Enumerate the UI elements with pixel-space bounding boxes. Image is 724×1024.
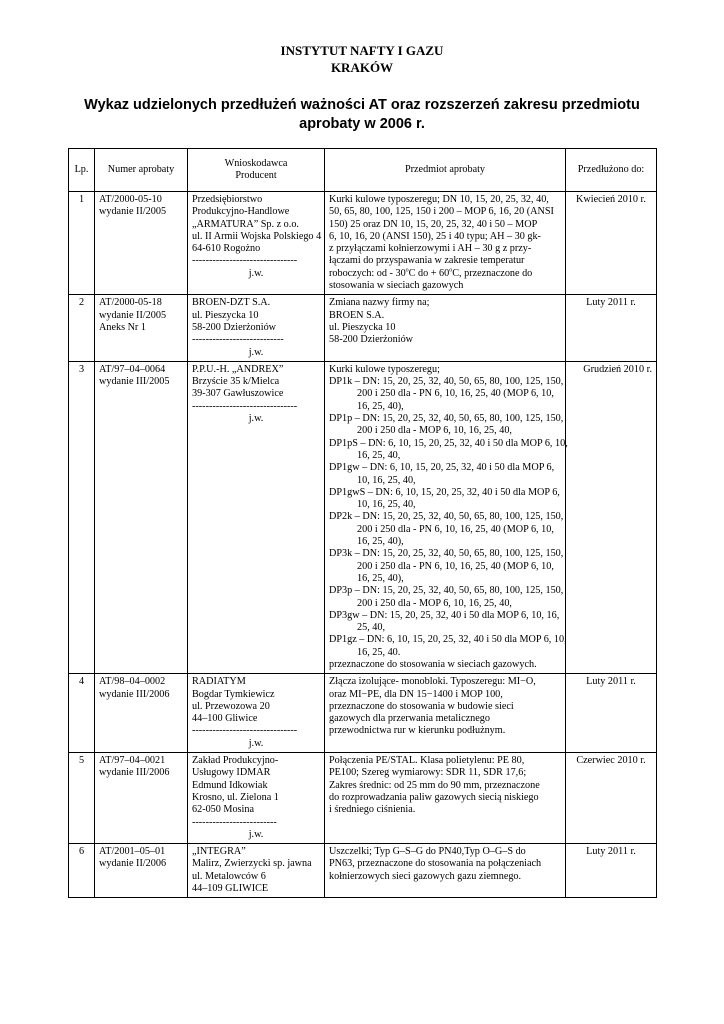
row-number [95,295,188,361]
row-applicant-line: Usługowy IDMAR [192,767,271,779]
valve-type-line: DP2k – DN: 15, 20, 25, 32, 40, 50, 65, 80, 100, 125, 150, [329,511,564,523]
col-header-applicant [188,149,325,192]
document-title-line-1: Wykaz udzielonych przedłużeń ważności AT oraz rozszerzeń zakresu przedmiotu [84,97,640,113]
row-applicant-line: Przedsiębiorstwo [192,194,263,205]
row-subject-line: 150) 25 oraz DN 10, 15, 20, 25, 32, 40 i 50 – MOP [329,218,538,230]
row-applicant-separator: ------------------------------- [192,255,298,267]
row-subject-line: przeznaczone do stosowania w budowie sieci [329,700,514,712]
row-applicant-line: „INTEGRA” [192,846,246,858]
valve-type-item [329,548,564,585]
row-subject [325,753,566,844]
row-applicant-line: Bogdar Tymkiewicz [192,688,275,700]
valve-type-item [329,376,564,413]
valve-type-line: DP1p – DN: 15, 20, 25, 32, 40, 50, 65, 80, 100, 125, 150, [329,413,564,425]
row-number-line: wydanie III/2006 [99,688,170,700]
valve-type-line: DP3k – DN: 15, 20, 25, 32, 40, 50, 65, 80, 100, 125, 150, [329,548,564,560]
row-subject-line: 50, 65, 80, 100, 125, 150 i 200 – MOP 6, 16, 20 (ANSI [329,206,554,218]
row-applicant-line: 39-307 Gawłuszowice [192,388,284,400]
valve-type-continuation: 200 i 250 dla - PN 6, 10, 16, 25, 40 (MOP 6, 10, [357,523,554,535]
row-number-line: wydanie II/2005 [99,309,167,321]
row-number [95,753,188,844]
valve-type-continuation: 16, 25, 40, [357,449,401,461]
row-number-line: AT/2000-05-10 [99,194,162,205]
valve-type-item [329,413,564,438]
valve-type-continuation: 16, 25, 40), [357,572,404,584]
row-subject-line: ul. Pieszycka 10 [329,321,396,333]
row-applicant-line: ul. Metalowców 6 [192,870,266,882]
valve-type-line: DP3p – DN: 15, 20, 25, 32, 40, 50, 65, 80, 100, 125, 150, [329,585,564,597]
row-number-line: wydanie III/2006 [99,767,170,779]
row-applicant-line: BROEN-DZT S.A. [192,297,271,309]
col-header-extended: Przedłużono do: [566,149,657,192]
row-applicant-line: P.P.U.-H. „ANDREX” [192,363,284,375]
document-title-line-2: aprobaty w 2006 r. [299,116,425,132]
col-header-number: Numer aprobaty [95,149,188,192]
table-row [69,361,657,673]
row-applicant-same-as: j.w. [248,737,264,749]
table-row [69,192,657,295]
valve-type-continuation: 16, 25, 40), [357,400,404,412]
table-row [69,674,657,753]
row-applicant-separator: ------------------------------- [192,725,298,737]
valve-type-line: DP1pS – DN: 6, 10, 15, 20, 25, 32, 40 i 50 dla MOP 6, 10, [329,437,568,449]
col-header-subject: Przedmiot aprobaty [325,149,566,192]
table-row [69,844,657,898]
valve-type-item [329,487,561,512]
temp-text-b: C do + 60 [408,267,450,279]
row-subject-line: BROEN S.A. [329,309,385,321]
institute-header [0,42,724,76]
valve-type-item [329,511,564,548]
institute-city: KRAKÓW [330,60,394,75]
row-lp: 3 [69,361,95,673]
row-subject-line: do rozprowadzania paliw gazowych siecią niskiego [329,791,539,803]
row-applicant-same-as: j.w. [248,346,264,358]
row-lp: 5 [69,753,95,844]
row-number-line: AT/98–04–0002 [99,676,166,688]
row-extended: Czerwiec 2010 r. [566,753,657,844]
row-applicant [188,361,325,673]
row-subject-line: kołnierzowych sieci gazowych gazu ziemnego. [329,870,522,882]
row-applicant-line: ul. Pieszycka 10 [192,309,259,321]
row-number [95,192,188,295]
row-applicant-separator: ------------------------------- [192,400,298,412]
row-applicant [188,295,325,361]
row-subject [325,674,566,753]
row-subject-line: PE100; Szereg wymiarowy: SDR 11, SDR 17,6; [329,767,527,779]
row-number-line: wydanie III/2005 [99,376,170,388]
row-lp: 4 [69,674,95,753]
valve-type-line: DP3gw – DN: 15, 20, 25, 32, 40 i 50 dla MOP 6, 10, 16, [329,609,560,621]
row-applicant-line: 64-610 Rogożno [192,243,261,255]
row-extended: Luty 2011 r. [566,674,657,753]
row-applicant-separator: ------------------------- [192,816,277,828]
row-subject [325,295,566,361]
col-header-lp: Lp. [69,149,95,192]
row-applicant-line: Malirz, Zwierzycki sp. jawna [192,858,312,870]
row-applicant-same-as: j.w. [248,828,264,840]
row-lp: 2 [69,295,95,361]
valve-type-continuation: 200 i 250 dla - MOP 6, 10, 16, 25, 40, [357,597,512,609]
row-subject [325,844,566,898]
valve-type-continuation: 10, 16, 25, 40, [357,474,416,486]
row-applicant-same-as: j.w. [248,413,264,425]
row-subject [325,192,566,295]
row-applicant [188,674,325,753]
row-subject-line: Kurki kulowe typoszeregu; DN 10, 15, 20, 25, 32, 40, [329,194,549,205]
row-number-line: AT/97–04–0021 [99,755,166,767]
temp-text-a: roboczych: od - 30 [329,267,406,279]
row-subject-line: Połączenia PE/STAL. Klasa polietylenu: PE 80, [329,755,525,767]
valve-type-line: DP1gz – DN: 6, 10, 15, 20, 25, 32, 40 i 50 dla MOP 6, 10, [329,634,567,646]
table-row [69,753,657,844]
valve-type-continuation: 16, 25, 40), [357,536,404,548]
row-subject-outro: przeznaczone do stosowania w sieciach gazowych. [329,658,537,670]
valve-type-continuation: 200 i 250 dla - PN 6, 10, 16, 25, 40 (MOP 6, 10, [357,560,554,572]
row-number-line: Aneks Nr 1 [99,321,146,333]
row-subject-line: Uszczelki; Typ G–S–G do PN40,Typ O–G–S do [329,846,526,858]
row-applicant-line: Brzyście 35 k/Mielca [192,376,280,388]
col-header-applicant-line-1: Wnioskodawca [224,157,288,169]
row-subject-line: 58-200 Dzierżoniów [329,334,414,346]
row-extended: Luty 2011 r. [566,295,657,361]
row-subject-line: przewodnictwa rur w kierunku podłużnym. [329,725,506,737]
valve-type-item [329,585,564,610]
row-applicant [188,753,325,844]
row-subject-line: gazowych dla przerwania metalicznego [329,713,490,725]
row-subject-line: oraz MI−PE, dla DN 15−1400 i MOP 100, [329,688,503,700]
row-subject-line: Zakres średnic: od 25 mm do 90 mm, przeznaczone [329,779,540,791]
row-subject [325,361,566,673]
row-subject-intro: Kurki kulowe typoszeregu; [329,363,440,375]
row-applicant-line: ul. Przewozowa 20 [192,700,270,712]
row-applicant-line: Krosno, ul. Zielona 1 [192,791,279,803]
row-subject-temperature-line [329,268,561,280]
row-applicant [188,192,325,295]
row-applicant-line: Zakład Produkcyjno- [192,755,279,767]
row-applicant-line: ul. II Armii Wojska Polskiego 4 [192,230,322,242]
row-number-line: wydanie II/2006 [99,858,167,870]
table-row [69,295,657,361]
valve-type-line: DP1gw – DN: 6, 10, 15, 20, 25, 32, 40 i 50 dla MOP 6, [329,462,555,474]
row-applicant-separator: --------------------------- [192,334,284,346]
row-extended: Kwiecień 2010 r. [566,192,657,295]
row-applicant-same-as: j.w. [248,267,264,279]
valve-type-continuation: 200 i 250 dla - PN 6, 10, 16, 25, 40 (MOP 6, 10, [357,388,554,400]
document-title [60,96,664,134]
valve-type-item [329,634,567,659]
valve-type-continuation: 25, 40, [357,622,386,634]
row-applicant-line: RADIATYM [192,676,246,688]
row-applicant-line: Produkcyjno-Handlowe [192,206,290,218]
row-extended: Grudzień 2010 r. [566,361,657,673]
approvals-table [68,148,657,898]
row-subject-line: stosowania w sieciach gazowych [329,280,464,292]
table-header-row [69,149,657,192]
degree-sup: o [405,267,409,274]
row-subject-line: PN63, przeznaczone do stosowania na połączeniach [329,858,542,870]
row-number [95,674,188,753]
temp-text-c: C, przeznaczone do [452,267,533,279]
valve-type-continuation: 10, 16, 25, 40, [357,499,416,511]
degree-sup: o [449,267,453,274]
valve-type-item [329,462,561,487]
row-applicant-line: Edmund Idkowiak [192,779,268,791]
row-lp: 6 [69,844,95,898]
row-applicant-line: 58-200 Dzierżoniów [192,321,277,333]
row-subject-line: z przyłączami kołnierzowymi i AH – 30 g z przy- [329,243,532,255]
row-applicant-line: 44–109 GLIWICE [192,883,269,895]
valve-type-list [329,376,568,659]
row-number-line: AT/2000-05-18 [99,297,162,309]
row-applicant-line: „ARMATURA” Sp. z o.o. [192,218,299,230]
valve-type-line: DP1gwS – DN: 6, 10, 15, 20, 25, 32, 40 i 50 dla MOP 6, [329,486,560,498]
valve-type-continuation: 16, 25, 40. [357,646,401,658]
row-number-line: AT/2001–05–01 [99,846,166,858]
row-applicant-line: 44–100 Gliwice [192,713,258,725]
row-subject-line: i średniego ciśnienia. [329,804,416,816]
row-subject-line: 6, 10, 16, 20 (ANSI 150), 25 i 40 typu; AH – 30 gk- [329,230,541,242]
row-subject-line: Złącza izolujące- monobloki. Typoszeregu: MI−O, [329,676,536,688]
valve-type-item [329,610,561,635]
row-applicant-line: 62-050 Mosina [192,804,254,816]
row-lp: 1 [69,192,95,295]
row-subject-line: Zmiana nazwy firmy na; [329,297,430,309]
row-applicant [188,844,325,898]
institute-name: INSTYTUT NAFTY I GAZU [280,43,444,58]
valve-type-item [329,437,568,463]
valve-type-line: DP1k – DN: 15, 20, 25, 32, 40, 50, 65, 80, 100, 125, 150, [329,376,564,388]
row-number-line: AT/97–04–0064 [99,363,166,375]
row-number [95,844,188,898]
col-header-applicant-line-2: Producent [235,170,277,181]
row-subject-line: łączami do przyspawania w zakresie temperatur [329,255,525,267]
row-extended: Luty 2011 r. [566,844,657,898]
valve-type-continuation: 200 i 250 dla - MOP 6, 10, 16, 25, 40, [357,425,512,437]
row-number-line: wydanie II/2005 [99,206,167,218]
row-number [95,361,188,673]
